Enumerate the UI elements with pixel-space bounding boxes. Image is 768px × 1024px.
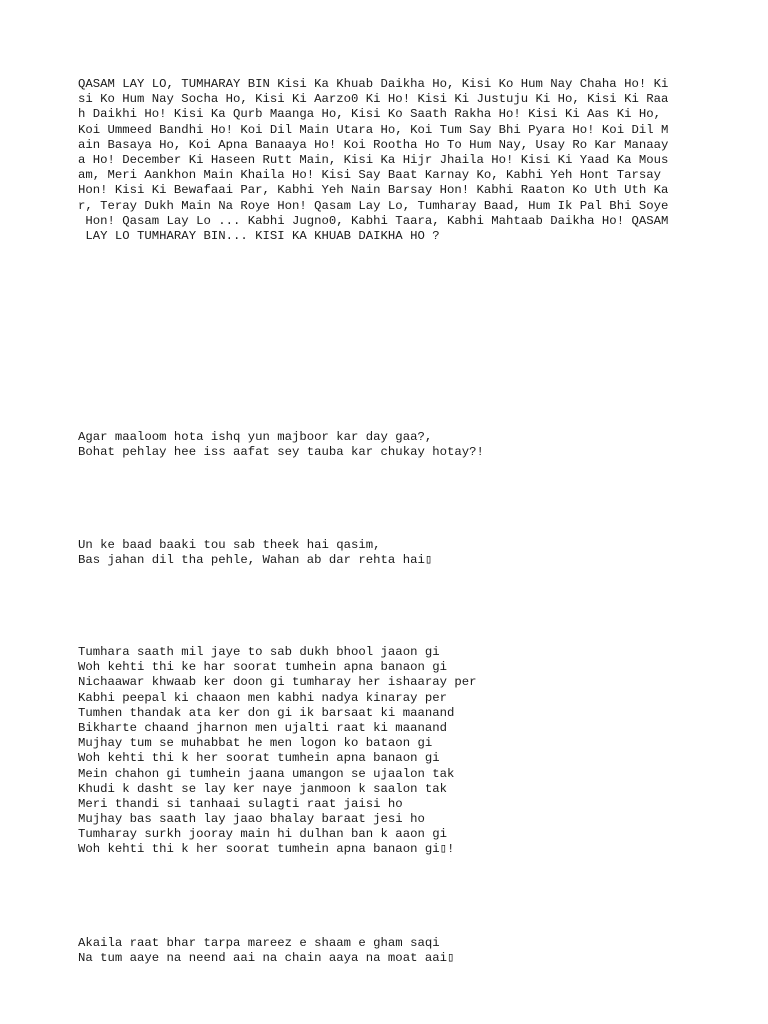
poem-line: Woh kehti thi k her soorat tumhein apna banaon gi [78, 751, 440, 766]
poem-line: Agar maaloom hota ishq yun majboor kar day gaa?, [78, 430, 433, 444]
text-line: Koi Ummeed Bandhi Ho! Koi Dil Main Utara Ho, Koi Tum Say Bhi Pyara Ho! Koi Dil M [78, 122, 669, 137]
poem-line: Nichaawar khwaab ker doon gi tumharay her ishaaray per [78, 675, 477, 690]
poem-line: Meri thandi si tanhaai sulagti raat jaisi ho [78, 796, 403, 811]
text-line: si Ko Hum Nay Socha Ho, Kisi Ki Aarzo0 Ki Ho! Kisi Ki Justuju Ki Ho, Kisi Ki Raa [78, 92, 669, 107]
poem-line: Khudi k dasht se lay ker naye janmoon k saalon tak [78, 781, 447, 796]
poem-line: Tumhen thandak ata ker don gi ik barsaat ki maanand [78, 705, 455, 720]
poem-line: Mujhay tum se muhabbat he men logon ko bataon gi [78, 736, 433, 751]
poem-line: Kabhi peepal ki chaaon men kabhi nadya kinaray per [78, 690, 447, 705]
text-line: Hon! Kisi Ki Bewafaai Par, Kabhi Yeh Nain Barsay Hon! Kabhi Raaton Ko Uth Uth Ka [78, 183, 669, 198]
poem-block-akaila [78, 936, 698, 966]
poem-block-ishq [78, 430, 698, 460]
text-line: h Daikhi Ho! Kisi Ka Qurb Maanga Ho, Kisi Ko Saath Rakha Ho! Kisi Ki Aas Ki Ho, [78, 107, 661, 122]
intro-paragraph [78, 77, 698, 244]
poem-line: Tumharay surkh jooray main hi dulhan ban k aaon gi [78, 827, 447, 842]
poem-line: Woh kehti thi k her soorat tumhein apna banaon gi▯! [78, 842, 455, 857]
poem-line: Bohat pehlay hee iss aafat sey tauba kar chukay hotay?! [78, 445, 484, 460]
poem-block-qasim [78, 538, 698, 568]
text-line: am, Meri Aankhon Main Khaila Ho! Kisi Say Baat Karnay Ko, Kabhi Yeh Hont Tarsay [78, 168, 661, 183]
poem-line: Mujhay bas saath lay jaao bhalay baraat jesi ho [78, 812, 425, 827]
poem-line: Mein chahon gi tumhein jaana umangon se ujaalon tak [78, 766, 455, 781]
poem-line: Woh kehti thi ke har soorat tumhein apna banaon gi [78, 660, 447, 675]
poem-line: Tumhara saath mil jaye to sab dukh bhool jaaon gi [78, 645, 440, 659]
poem-line: Akaila raat bhar tarpa mareez e shaam e gham saqi [78, 936, 440, 950]
text-line: LAY LO TUMHARAY BIN... KISI KA KHUAB DAIKHA HO ? [78, 228, 440, 243]
text-line: r, Teray Dukh Main Na Roye Hon! Qasam Lay Lo, Tumharay Baad, Hum Ik Pal Bhi Soye [78, 198, 669, 213]
poem-line: Na tum aaye na neend aai na chain aaya na moat aai▯ [78, 951, 455, 966]
poem-line: Bikharte chaand jharnon men ujalti raat ki maanand [78, 720, 447, 735]
text-line: QASAM LAY LO, TUMHARAY BIN Kisi Ka Khuab Daikha Ho, Kisi Ko Hum Nay Chaha Ho! Ki [78, 77, 669, 91]
poem-block-tumhara-saath [78, 645, 698, 858]
text-line: Hon! Qasam Lay Lo ... Kabhi Jugno0, Kabhi Taara, Kabhi Mahtaab Daikha Ho! QASAM [78, 213, 669, 228]
text-line: ain Basaya Ho, Koi Apna Banaaya Ho! Koi Rootha Ho To Hum Nay, Usay Ro Kar Manaay [78, 137, 669, 152]
poem-line: Un ke baad baaki tou sab theek hai qasim, [78, 538, 381, 552]
poem-line: Bas jahan dil tha pehle, Wahan ab dar rehta hai▯ [78, 553, 433, 568]
text-line: a Ho! December Ki Haseen Rutt Main, Kisi Ka Hijr Jhaila Ho! Kisi Ki Yaad Ka Mous [78, 152, 669, 167]
